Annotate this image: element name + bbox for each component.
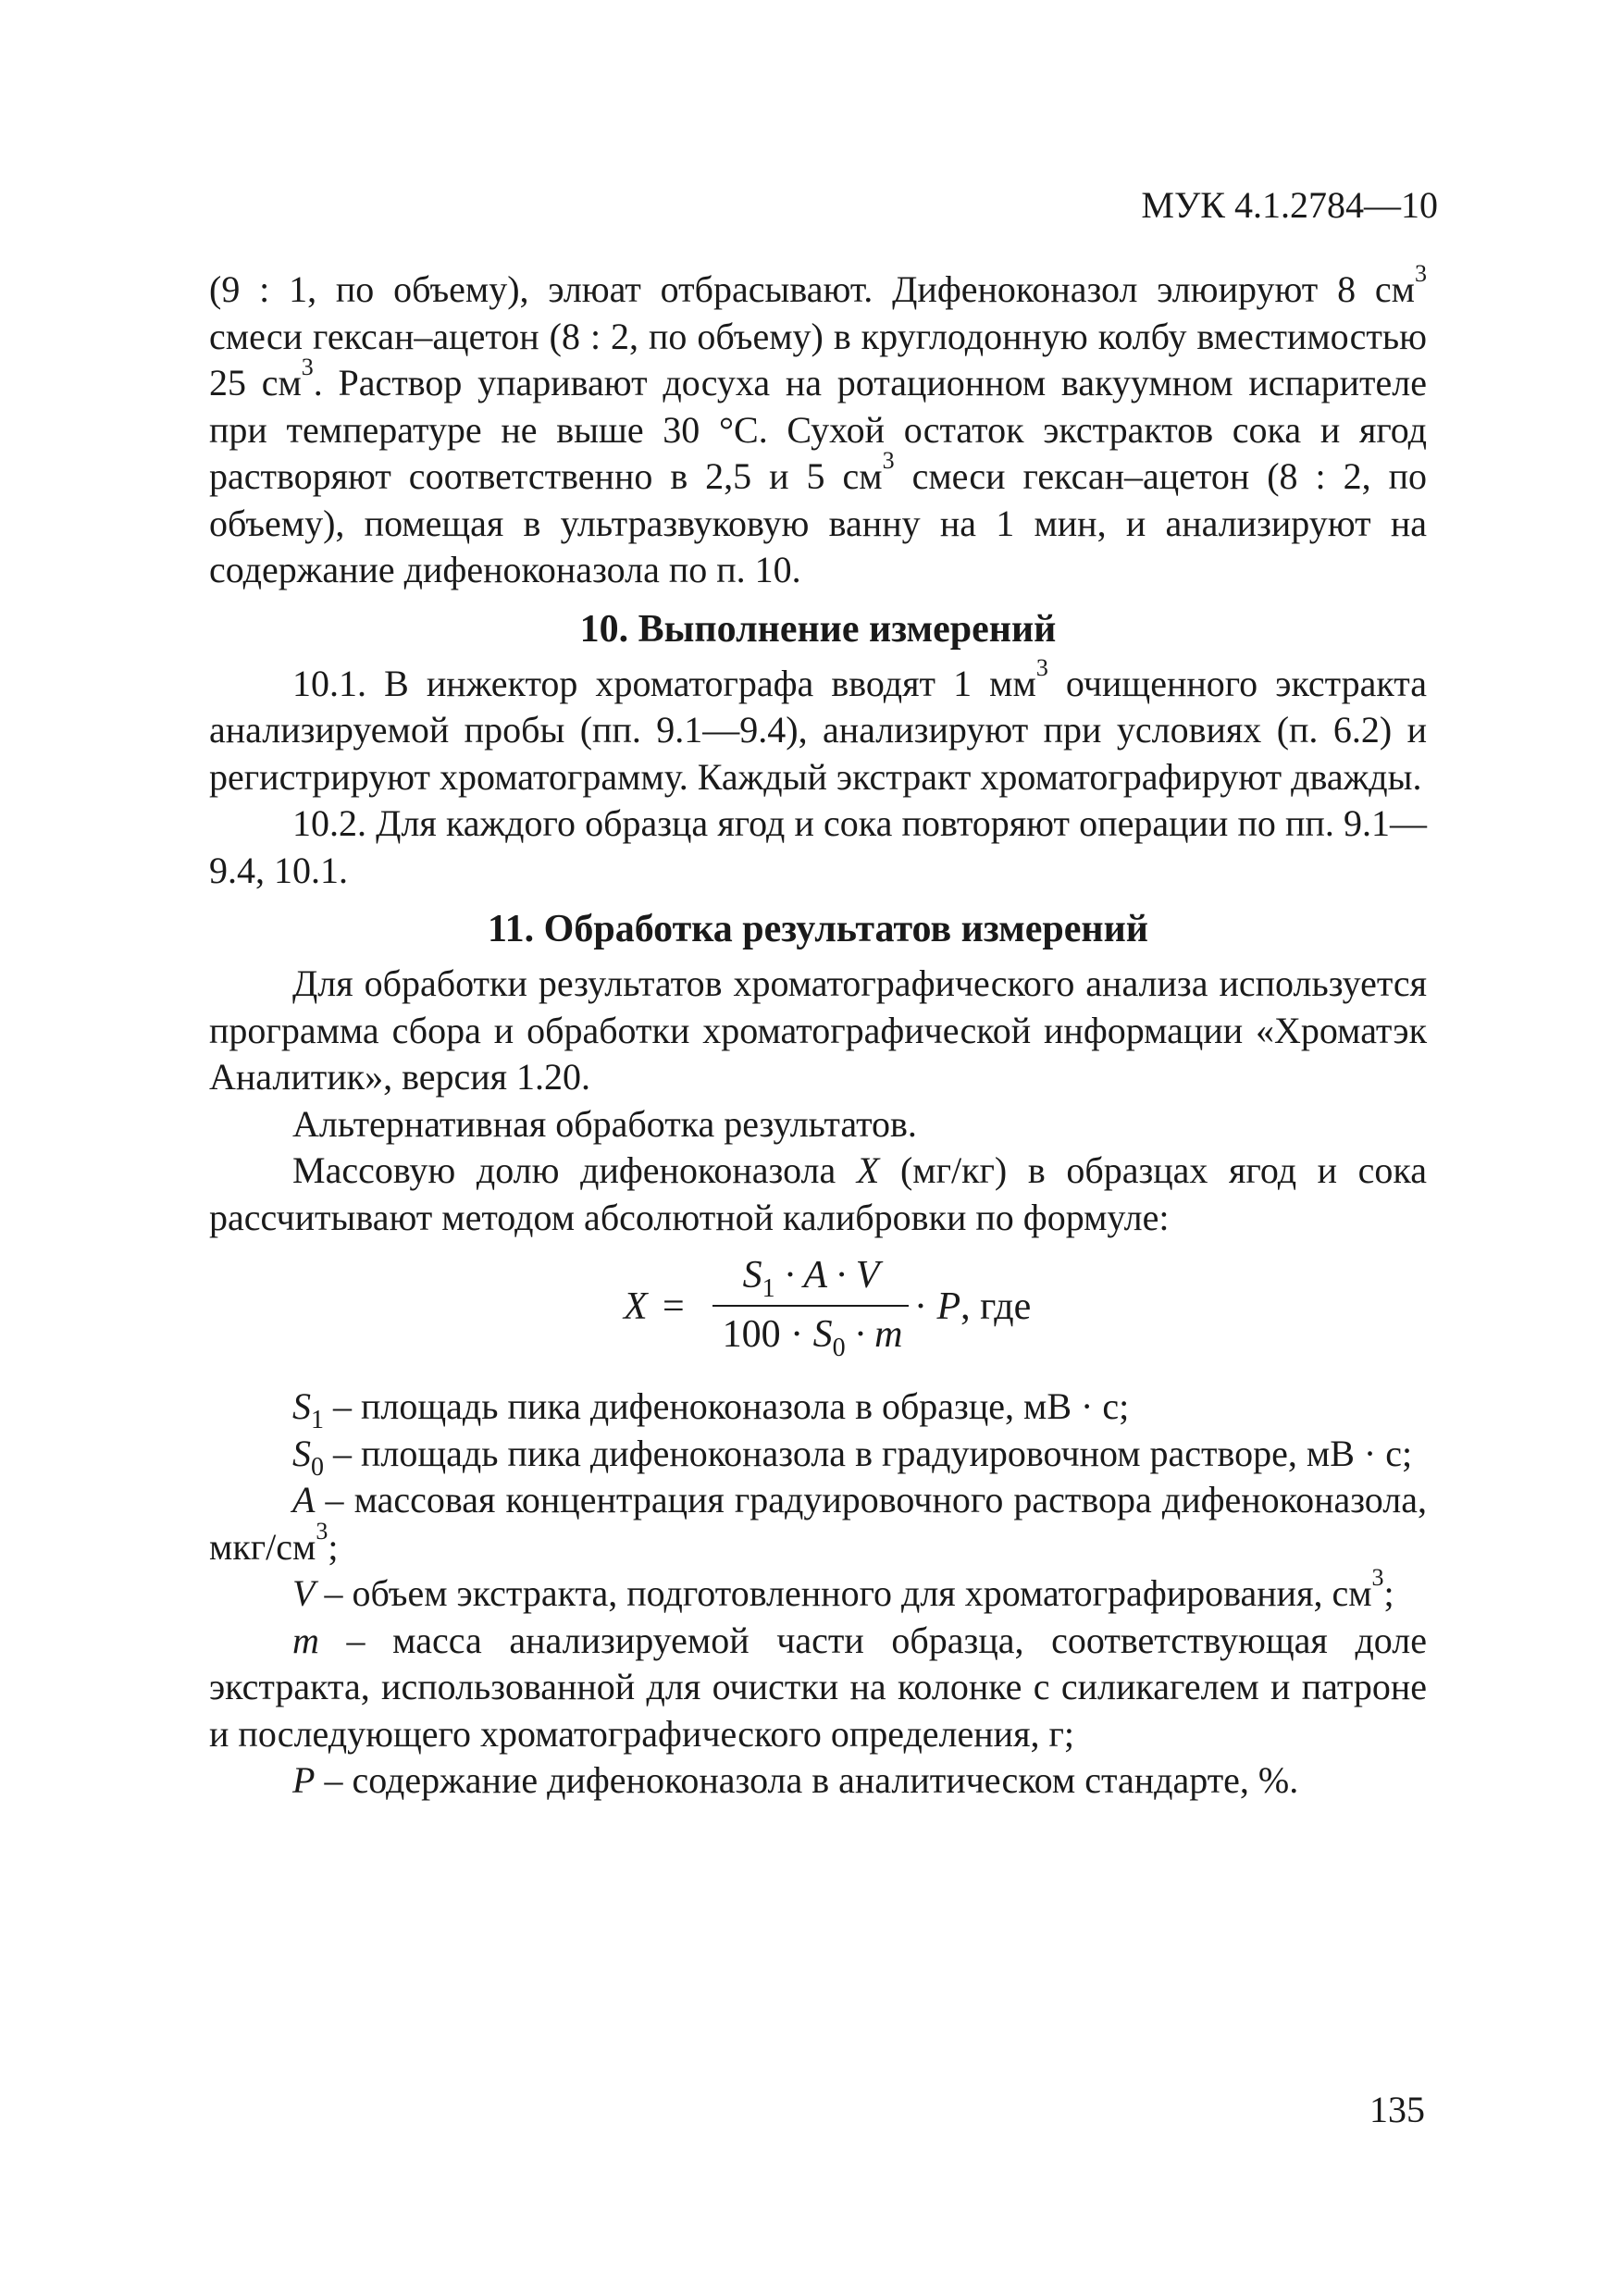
definition-p	[209, 1757, 1427, 1805]
formula-lhs: X	[624, 1285, 648, 1328]
symbol-p: P	[936, 1285, 961, 1328]
text-run: очищенного экстракта анализируемой пробы (пп. 9.1—9.4), анализируют при условиях (п. 6.2) и регистрируют хроматограмму. Каждый экстракт хроматографируют дважды.	[209, 662, 1427, 798]
paragraph-continuation	[209, 260, 1428, 594]
subscript: 1	[311, 1406, 324, 1434]
superscript: 3	[1415, 260, 1427, 287]
formula-numerator	[716, 1252, 906, 1303]
text-run: 10.1. В инжектор хроматографа вводят 1 мм	[292, 662, 1036, 704]
definition-text: – объем экстракта, подготовленного для хроматографирования, см	[315, 1572, 1372, 1614]
paragraph-11-mass-fraction	[209, 1148, 1427, 1241]
symbol: S	[292, 1385, 311, 1427]
fraction-bar	[712, 1305, 909, 1307]
document-code-header: МУК 4.1.2784—10	[1141, 184, 1438, 226]
definition-text: – площадь пика дифеноконазола в градуировочном растворе, мВ · с;	[324, 1432, 1413, 1474]
symbol: A	[292, 1479, 316, 1520]
paragraph-10-2: 10.2. Для каждого образца ягод и сока повторяют операции по пп. 9.1—9.4, 10.1.	[209, 802, 1427, 891]
multiply-sign: ·	[914, 1285, 937, 1328]
subscript: 1	[762, 1274, 775, 1303]
calculation-formula	[209, 1252, 1427, 1371]
definition-a	[209, 1477, 1427, 1570]
subscript: 0	[832, 1334, 846, 1362]
definition-end: ;	[328, 1525, 339, 1568]
paragraph-10-1	[209, 653, 1427, 801]
text-run: смеси гексан–ацетон (8 : 2, по объему), помещая в ультразвуковую ванну на 1 мин, и анализируют на содержание дифеноконазола по п. 10.	[209, 455, 1428, 590]
superscript: 3	[316, 1517, 328, 1545]
text-run: (9 : 1, по объему), элюат отбрасывают. Дифеноконазол элюируют 8 см	[209, 268, 1415, 310]
symbol: S	[292, 1432, 311, 1474]
definition-m	[209, 1618, 1427, 1758]
subscript: 0	[311, 1452, 324, 1482]
definition-s1	[209, 1384, 1427, 1434]
formula-tail	[914, 1284, 1031, 1331]
page-number: 135	[1369, 2089, 1425, 2130]
denominator-rest: · m	[845, 1313, 903, 1356]
definition-end: ;	[1383, 1572, 1394, 1614]
section-11-title: 11. Обработка результатов измерений	[487, 908, 1149, 950]
symbol: V	[292, 1572, 316, 1614]
symbol-s: S	[812, 1313, 833, 1356]
text-run: Массовую долю дифеноконазола	[292, 1149, 857, 1191]
definition-text: – содержание дифеноконазола в аналитическом стандарте, %.	[315, 1759, 1299, 1801]
text-run: (мг/кг) в образцах ягод и сока рассчитывают методом абсолютной калибровки по формуле:	[209, 1149, 1427, 1238]
superscript: 3	[1371, 1564, 1384, 1591]
paragraph-11-software: Для обработки результатов хроматографического анализа используется программа сбора и обработки хроматографической информации «Хроматэк Аналитик», версия 1.20.	[209, 962, 1427, 1098]
text-run: смеси гексан–ацетон (8 : 2, по объему) в круглодонную колбу вместимостью 25 см	[209, 315, 1427, 403]
superscript: 3	[882, 447, 895, 474]
page-content	[209, 260, 1428, 1805]
formula-denominator	[705, 1311, 920, 1362]
variable-x: X	[856, 1149, 880, 1191]
symbol: P	[292, 1759, 316, 1801]
paragraph-11-alternative: Альтернативная обработка результатов.	[292, 1102, 917, 1145]
symbol: m	[292, 1619, 319, 1661]
definition-text: – массовая концентрация градуировочного раствора дифеноконазола, мкг/см	[209, 1479, 1427, 1568]
symbol-s: S	[742, 1254, 762, 1297]
superscript: 3	[301, 354, 314, 380]
text-run: . Раствор упаривают досуха на ротационном вакуумном испарителе при температуре не выше 30 °С. Сухой остаток экстрактов сока и ягод растворяют соответственно в 2,5 и 5 см	[209, 362, 1427, 497]
denominator-prefix: 100 ·	[722, 1313, 813, 1356]
numerator-rest: · A · V	[774, 1254, 880, 1297]
definition-text: – масса анализируемой части образца, соответствующая доле экстракта, использованной для очистки на колонке с силикагелем и патроне и последующего хроматографического определения, г;	[209, 1619, 1427, 1755]
superscript: 3	[1035, 653, 1048, 681]
definition-text: – площадь пика дифеноконазола в образце, мВ · с;	[324, 1385, 1130, 1427]
formula-equals: =	[663, 1285, 685, 1328]
section-10-title: 10. Выполнение измерений	[579, 607, 1057, 651]
definition-s0	[209, 1431, 1427, 1482]
definition-v	[209, 1564, 1427, 1618]
where-text: , где	[960, 1285, 1032, 1328]
